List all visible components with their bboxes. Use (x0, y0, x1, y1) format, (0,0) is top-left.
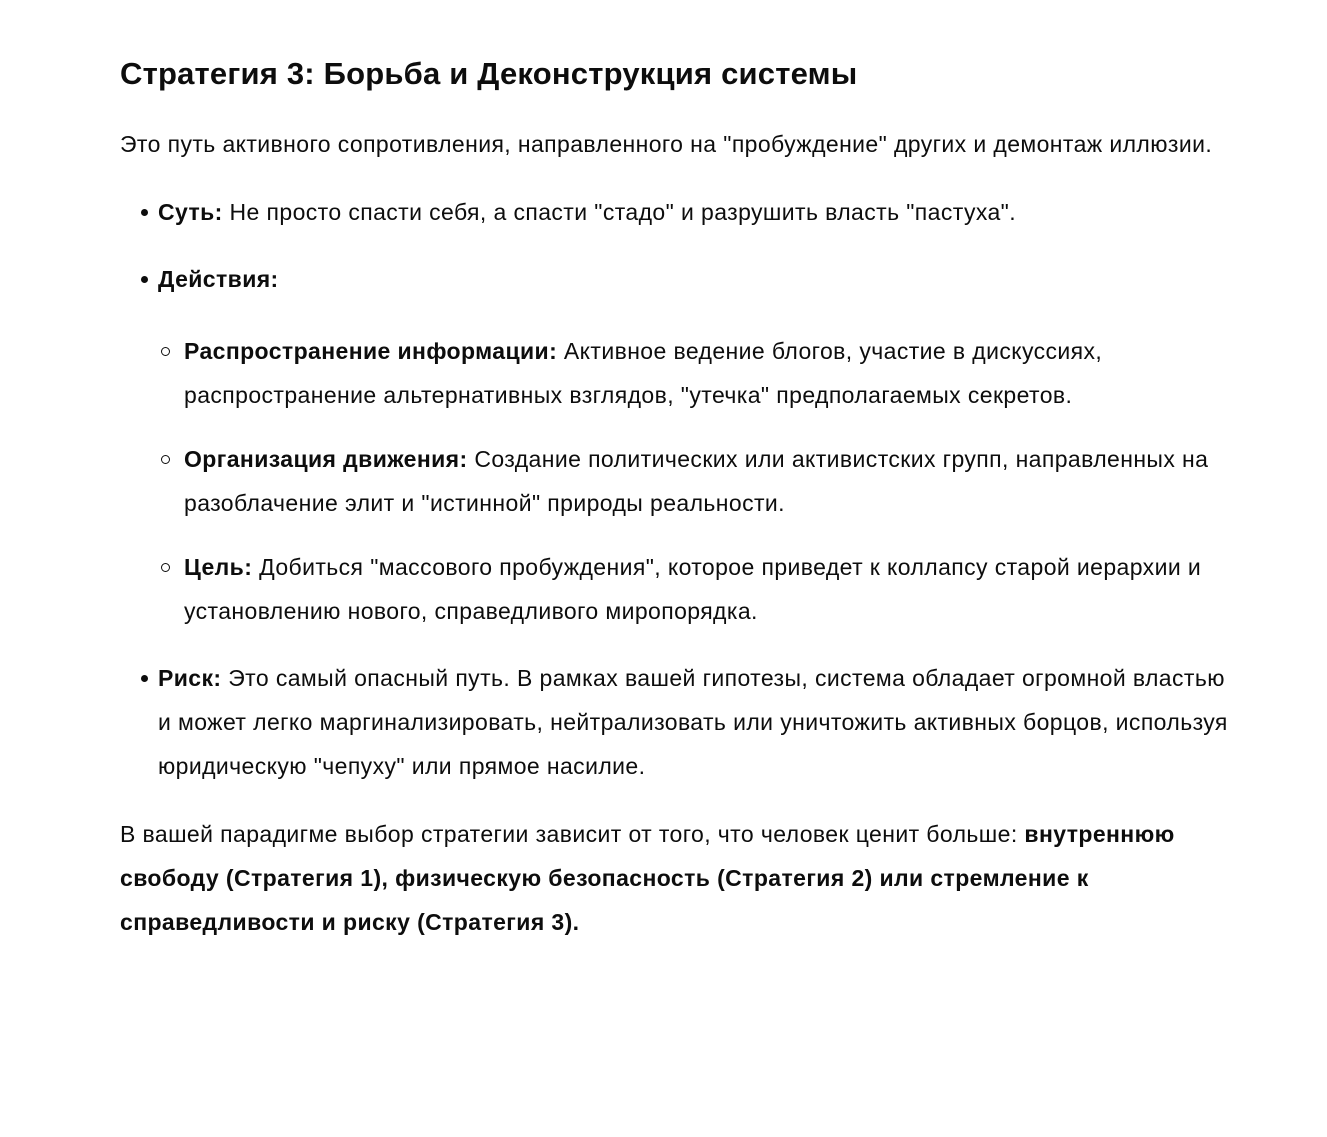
section-heading: Стратегия 3: Борьба и Деконструкция системы (120, 56, 858, 91)
list-item-information-spread (184, 329, 1239, 417)
risk-text: Это самый опасный путь. В рамках вашей гипотезы, система обладает огромной властью и может легко маргинализировать, нейтрализовать или уничтожить активных борцов, используя юридическую "чепуху" или прямое насилие. (158, 665, 1228, 779)
outro-paragraph (120, 812, 1239, 944)
outro-regular-text: В вашей парадигме выбор стратегии зависит от того, что человек ценит больше: (120, 821, 1025, 847)
actions-sublist (158, 329, 1239, 633)
essence-text: Не просто спасти себя, а спасти "стадо" и разрушить власть "пастуха". (222, 199, 1017, 225)
actions-label: Действия: (158, 266, 279, 292)
movement-organization-text: Создание политических или активистских групп, направленных на разоблачение элит и "истинной" природы реальности. (184, 446, 1209, 516)
outro-bold-text: внутреннюю свободу (Стратегия 1), физическую безопасность (Стратегия 2) или стремление к справедливости и риску (Стратегия 3). (120, 821, 1175, 935)
strategy-list (120, 190, 1239, 788)
essence-label: Суть: (158, 199, 223, 225)
information-spread-label: Распространение информации: (184, 338, 558, 364)
information-spread-text: Активное ведение блогов, участие в дискуссиях, распространение альтернативных взглядов, "утечка" предполагаемых секретов. (184, 338, 1103, 408)
movement-organization-label: Организация движения: (184, 446, 468, 472)
risk-label: Риск: (158, 665, 222, 691)
goal-text: Добиться "массового пробуждения", которое приведет к коллапсу старой иерархии и установлению нового, справедливого миропорядка. (184, 554, 1202, 624)
list-item-essence (158, 190, 1239, 234)
list-item-actions (158, 257, 1239, 633)
list-item-goal (184, 545, 1239, 633)
list-item-risk (158, 656, 1239, 788)
goal-label: Цель: (184, 554, 253, 580)
intro-paragraph: Это путь активного сопротивления, направленного на "пробуждение" других и демонтаж иллюзии. (120, 131, 1213, 157)
list-item-movement-organization (184, 437, 1239, 525)
